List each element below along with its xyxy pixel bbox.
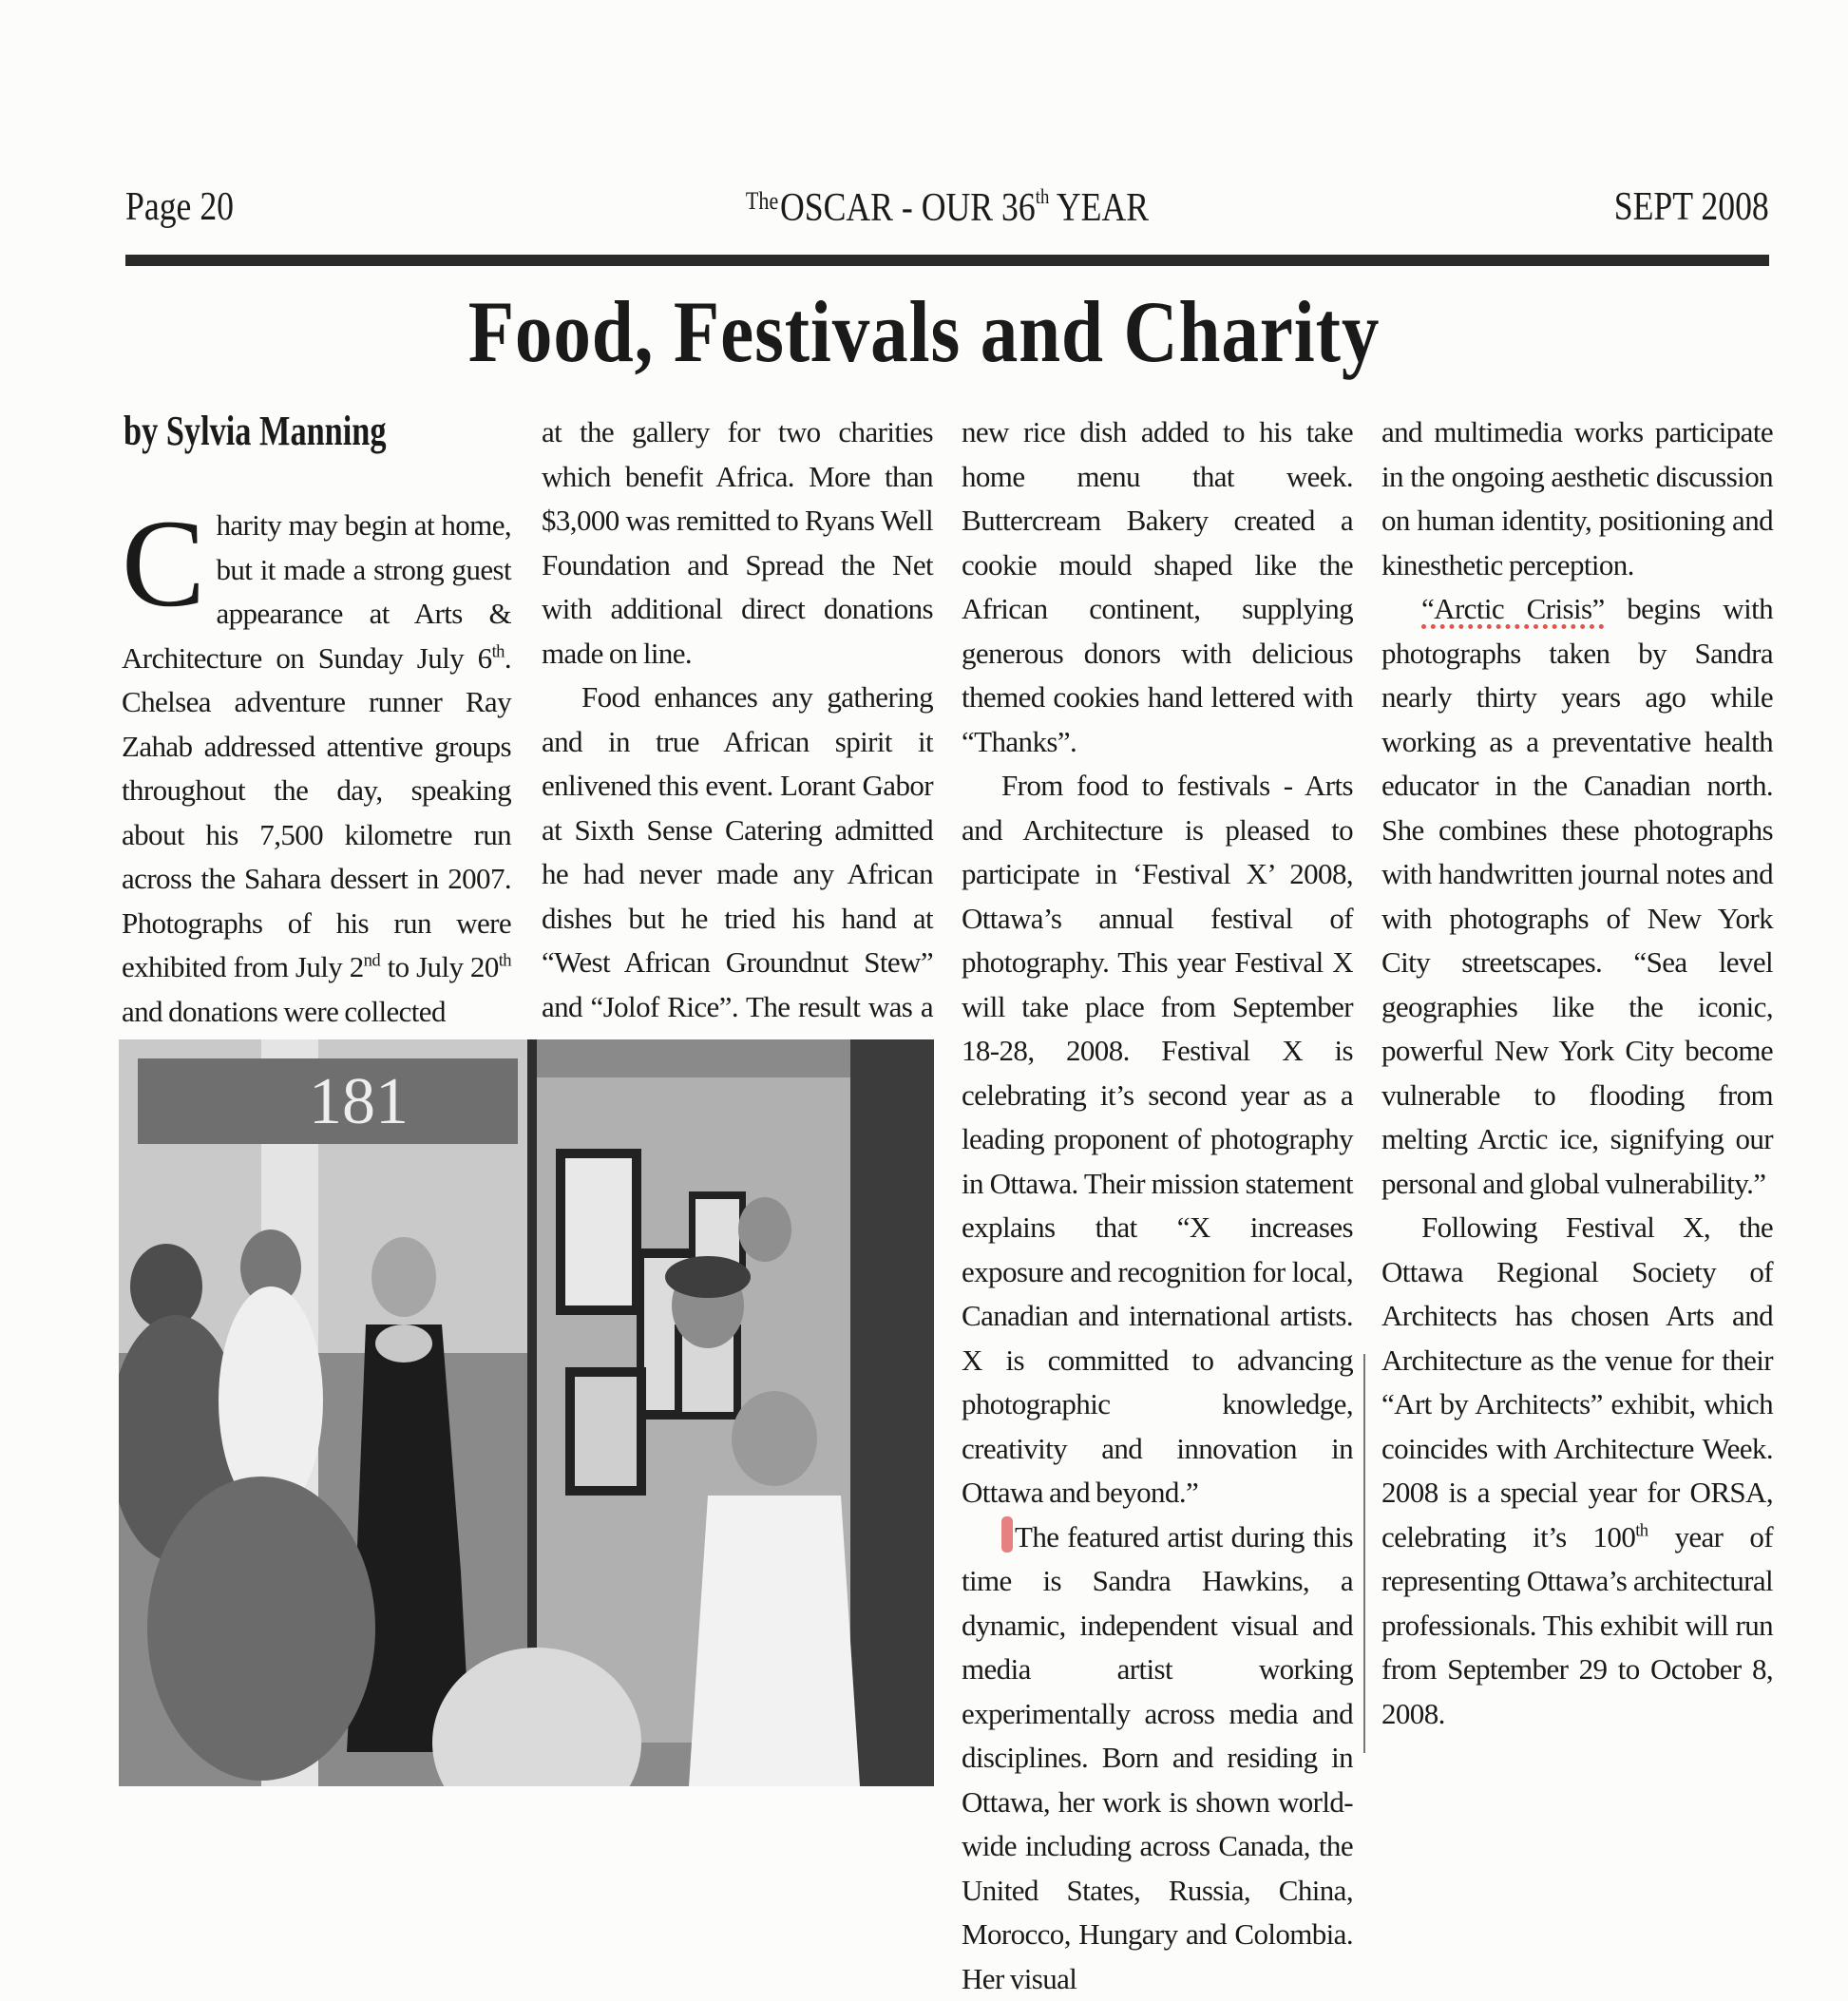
article-column-4: [1381, 410, 1773, 1736]
page-header: [125, 177, 1769, 234]
arctic-crisis-title: “Arctic Crisis”: [1421, 592, 1605, 625]
article-paragraph-2: Food enhances any gathering and in true African spirit it enlivened this event. Lorant Gabor at Sixth Sense Catering admitted he had never made any African dishes but he tried his hand at “West African Groundnut Stew” and “Jolof Rice”. The result was a: [542, 676, 933, 1117]
article-column-3: [962, 410, 1353, 2001]
publication-title-end: YEAR: [1049, 186, 1149, 230]
article-column-2: [542, 410, 933, 1117]
article-paragraph-6: Following Festival X, the Ottawa Regional Society of Architects has chosen Arts and Architecture as the venue for their “Art by Architects” exhibit, which coincides with Architecture Week. 2008 is a special year for ORSA, celebrating it’s 100th year of representing Ottawa’s architectural professionals. This exhibit will run from September 29 to October 8, 2008.: [1381, 1206, 1773, 1736]
headline: Food, Festivals and Charity: [129, 281, 1719, 382]
issue-date: SEPT 2008: [1614, 184, 1769, 230]
superscript: th: [1635, 1520, 1648, 1540]
page-number: Page 20: [125, 184, 234, 230]
article-column-1: [122, 504, 511, 1034]
gallery-photo: [119, 1039, 934, 1786]
article-paragraph-4-cont: and multimedia works participate in the ongoing aesthetic discussion on human identity, positioning and kinesthetic perception.: [1381, 410, 1773, 587]
article-paragraph-5: “Arctic Crisis” begins with photographs taken by Sandra nearly thirty years ago while working as a preventative health educator in the Canadian north. She combines these photographs with handwritten journal notes and with photographs of New York City streetscapes. “Sea level geographies like the iconic, powerful New York City become vulnerable to flooding from melting Arctic ice, signifying our personal and global vulnerability.”: [1381, 587, 1773, 1206]
publication-title-main: OSCAR - OUR 36: [780, 186, 1036, 230]
drop-cap: C: [122, 507, 204, 619]
header-rule: [125, 255, 1769, 266]
byline: by Sylvia Manning: [124, 407, 387, 455]
article-paragraph-3: From food to festivals - Arts and Architecture is pleased to participate in ‘Festival X’ 2008, Ottawa’s annual festival of photography. This year Festival X will take place from September 18-28, 2008. Festival X is celebrating it’s second year as a leading proponent of photography in Ottawa. Their mission statement explains that “X increases exposure and recognition for local, Canadian and international artists. X is committed to advancing photographic knowledge, creativity and innovation in Ottawa and beyond.”: [962, 764, 1353, 1515]
article-paragraph-1-cont: at the gallery for two charities which benefit Africa. More than $3,000 was remitted to Ryans Well Foundation and Spread the Net with additional direct donations made on line.: [542, 410, 933, 676]
publication-title: [249, 184, 1647, 231]
column-divider: [1363, 1354, 1365, 1753]
publication-title-sup: th: [1036, 184, 1050, 208]
article-paragraph-2-cont: new rice dish added to his take home menu that week. Buttercream Bakery created a cookie mould shaped like the African continent, supplying generous donors with delicious themed cookies hand lettered with “Thanks”.: [962, 410, 1353, 764]
gallery-photo-illustration: [119, 1039, 934, 1786]
publication-title-prefix: The: [746, 187, 778, 215]
article-paragraph-4: The featured artist during this time is Sandra Hawkins, a dynamic, independent visual and media artist working experimentally across media and disciplines. Born and residing in Ottawa, her work is shown world-wide including across Canada, the United States, Russia, China, Morocco, Hungary and Colombia. Her visual: [962, 1515, 1353, 2001]
highlighter-mark: [1001, 1516, 1013, 1553]
door-number: 181: [309, 1065, 409, 1138]
article-paragraph-1: Charity may begin at home, but it made a strong guest appearance at Arts & Architecture on Sunday July 6th. Chelsea adventure runner Ray Zahab addressed attentive groups throughout the day, speaking about his 7,500 kilometre run across the Sahara dessert in 2007. Photographs of his run were exhibited from July 2nd to July 20th and donations were collected: [122, 504, 511, 1034]
